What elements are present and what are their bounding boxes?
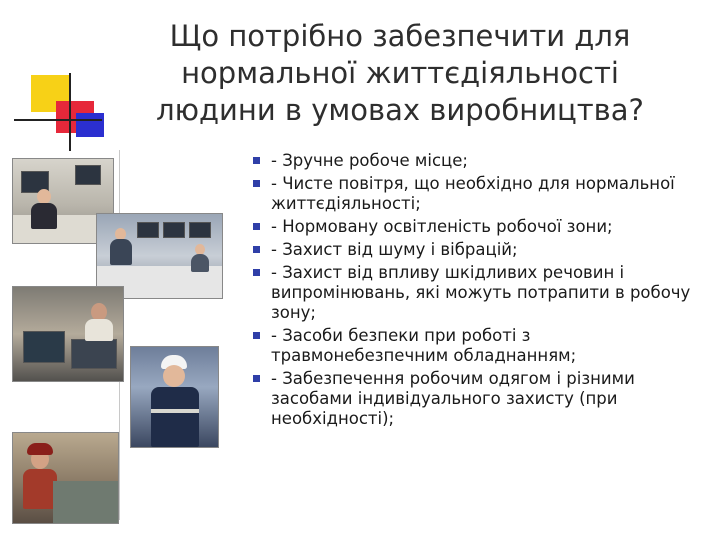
list-item <box>253 369 693 429</box>
list-item <box>253 240 693 260</box>
photo-lab-operator <box>12 286 124 382</box>
square-bullet-icon <box>253 246 260 253</box>
list-item-text: - Нормовану освітленість робочої зони; <box>271 217 613 236</box>
list-item <box>253 217 693 237</box>
decor-vertical-line <box>69 73 71 151</box>
decor-blue-square <box>76 113 104 137</box>
list-item <box>253 151 693 171</box>
list-item-text: - Захист від впливу шкідливих речовин і випромінювань, які можуть потрапити в робочу зону; <box>271 263 691 322</box>
list-item-text: - Захист від шуму і вібрацій; <box>271 240 518 259</box>
slide-title: Що потрібно забезпечити для нормальної життєдіяльності людини в умовах виробництва? <box>156 19 644 127</box>
square-bullet-icon <box>253 332 260 339</box>
photo-engineer-helmet <box>130 346 219 448</box>
list-item-text: - Зручне робоче місце; <box>271 151 468 170</box>
list-item <box>253 263 693 323</box>
square-bullet-icon <box>253 157 260 164</box>
square-bullet-icon <box>253 269 260 276</box>
list-item <box>253 326 693 366</box>
requirements-list <box>253 151 693 432</box>
photo-assembly-worker <box>12 432 119 524</box>
square-bullet-icon <box>253 223 260 230</box>
list-item-text: - Чисте повітря, що необхідно для нормальної життєдіяльності; <box>271 174 675 213</box>
decor-horizontal-line <box>14 119 102 121</box>
list-item-text: - Забезпечення робочим одягом і різними засобами індивідуального захисту (при необхідності); <box>271 369 635 428</box>
list-item-text: - Засоби безпеки при роботі з травмонебезпечним обладнанням; <box>271 326 577 365</box>
square-bullet-icon <box>253 180 260 187</box>
list-item <box>253 174 693 214</box>
square-bullet-icon <box>253 375 260 382</box>
